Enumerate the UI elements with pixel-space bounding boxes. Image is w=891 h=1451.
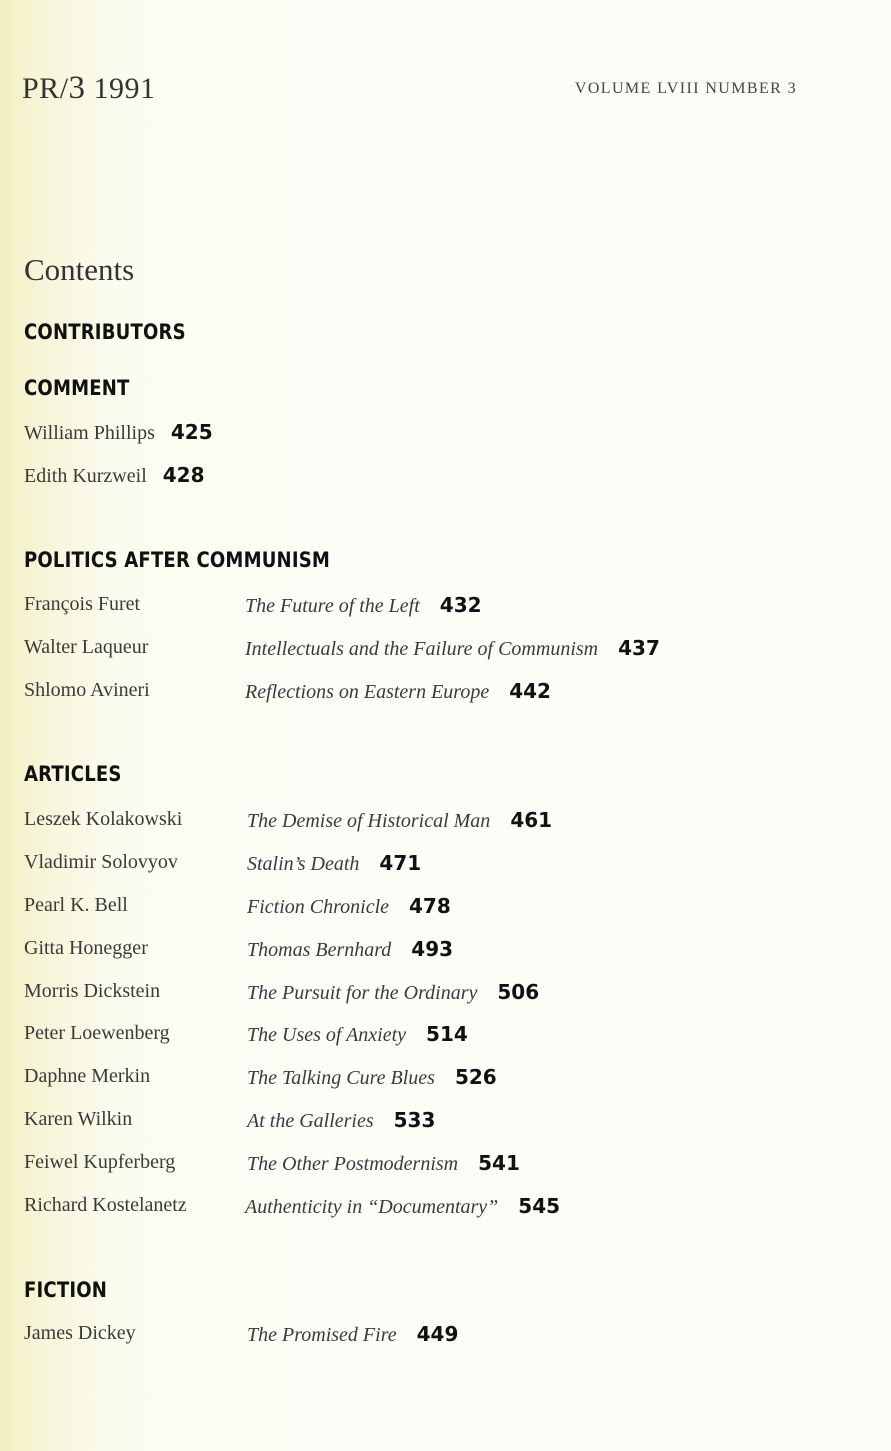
entry-page: 533 [393, 1108, 436, 1132]
entry-page: 478 [409, 894, 451, 918]
entry-page: 493 [411, 937, 454, 961]
entry-title-line [247, 1151, 520, 1176]
journal-number: 3 [68, 70, 86, 106]
entry-title-line [247, 851, 421, 876]
entry-page: 461 [510, 808, 553, 832]
entry-title: Thomas Bernhard [247, 939, 392, 961]
comment-entry [24, 463, 205, 488]
entry-author: Edith Kurzweil [24, 465, 147, 487]
entry-author: Pearl K. Bell [24, 894, 128, 916]
section-heading-fiction: FICTION [24, 1278, 108, 1302]
journal-prefix: PR/ [22, 72, 69, 105]
entry-title: Fiction Chronicle [247, 896, 390, 918]
entry-title: At the Galleries [247, 1110, 374, 1132]
entry-title: The Pursuit for the Ordinary [247, 982, 478, 1004]
entry-page: 471 [379, 851, 422, 875]
entry-author: Daphne Merkin [24, 1065, 151, 1087]
comment-entry [24, 420, 213, 445]
entry-author: Richard Kostelanetz [24, 1194, 187, 1216]
entry-title-line [245, 593, 482, 618]
entry-author: Vladimir Solovyov [24, 851, 178, 873]
entry-author: François Furet [24, 593, 141, 615]
entry-title: The Promised Fire [247, 1324, 397, 1346]
entry-title: Reflections on Eastern Europe [245, 681, 490, 703]
entry-page: 437 [618, 636, 660, 660]
entry-title: Intellectuals and the Failure of Communism [245, 638, 599, 660]
journal-issue [22, 70, 156, 107]
entry-page: 425 [170, 420, 213, 444]
entry-title-line [247, 980, 539, 1005]
section-heading-articles: ARTICLES [24, 762, 122, 786]
entry-title: The Future of the Left [245, 595, 420, 617]
entry-title-line [247, 937, 453, 962]
entry-author: Feiwel Kupferberg [24, 1151, 176, 1173]
entry-page: 545 [518, 1194, 561, 1218]
section-heading-comment: COMMENT [24, 376, 130, 400]
entry-page: 428 [162, 463, 205, 487]
entry-title-line [247, 1108, 435, 1133]
entry-title-line [247, 1022, 468, 1047]
entry-author: Morris Dickstein [24, 980, 161, 1002]
entry-title: Authenticity in “Documentary” [245, 1196, 499, 1218]
entry-author: Gitta Honegger [24, 937, 148, 959]
entry-title-line [247, 1065, 497, 1090]
entry-page: 541 [478, 1151, 520, 1175]
entry-title-line [247, 894, 451, 919]
contents-title: Contents [24, 252, 135, 287]
entry-title: Stalin’s Death [247, 853, 360, 875]
section-heading-politics: POLITICS AFTER COMMUNISM [24, 548, 331, 572]
entry-author: Walter Laqueur [24, 636, 149, 658]
entry-title-line [245, 679, 551, 704]
entry-author: William Phillips [24, 422, 155, 444]
entry-page: 506 [497, 980, 540, 1004]
entry-page: 449 [416, 1322, 459, 1346]
entry-title-line [245, 636, 660, 661]
entry-title: The Uses of Anxiety [247, 1024, 407, 1046]
entry-author: Shlomo Avineri [24, 679, 150, 701]
entry-author: Peter Loewenberg [24, 1022, 170, 1044]
entry-title-line [247, 808, 552, 833]
entry-author: James Dickey [24, 1322, 136, 1344]
entry-title: The Other Postmodernism [247, 1153, 459, 1175]
entry-page: 526 [454, 1065, 497, 1089]
entry-author: Leszek Kolakowski [24, 808, 183, 830]
section-heading-contributors: CONTRIBUTORS [24, 320, 186, 344]
journal-year: 1991 [93, 72, 156, 105]
entry-title-line [247, 1322, 458, 1347]
entry-page: 432 [439, 593, 482, 617]
entry-page: 442 [509, 679, 551, 703]
entry-author: Karen Wilkin [24, 1108, 133, 1130]
volume-number: VOLUME LVIII NUMBER 3 [574, 80, 797, 97]
entry-page: 514 [426, 1022, 468, 1046]
entry-title: The Demise of Historical Man [247, 810, 491, 832]
entry-title: The Talking Cure Blues [247, 1067, 435, 1089]
entry-title-line [245, 1194, 560, 1219]
